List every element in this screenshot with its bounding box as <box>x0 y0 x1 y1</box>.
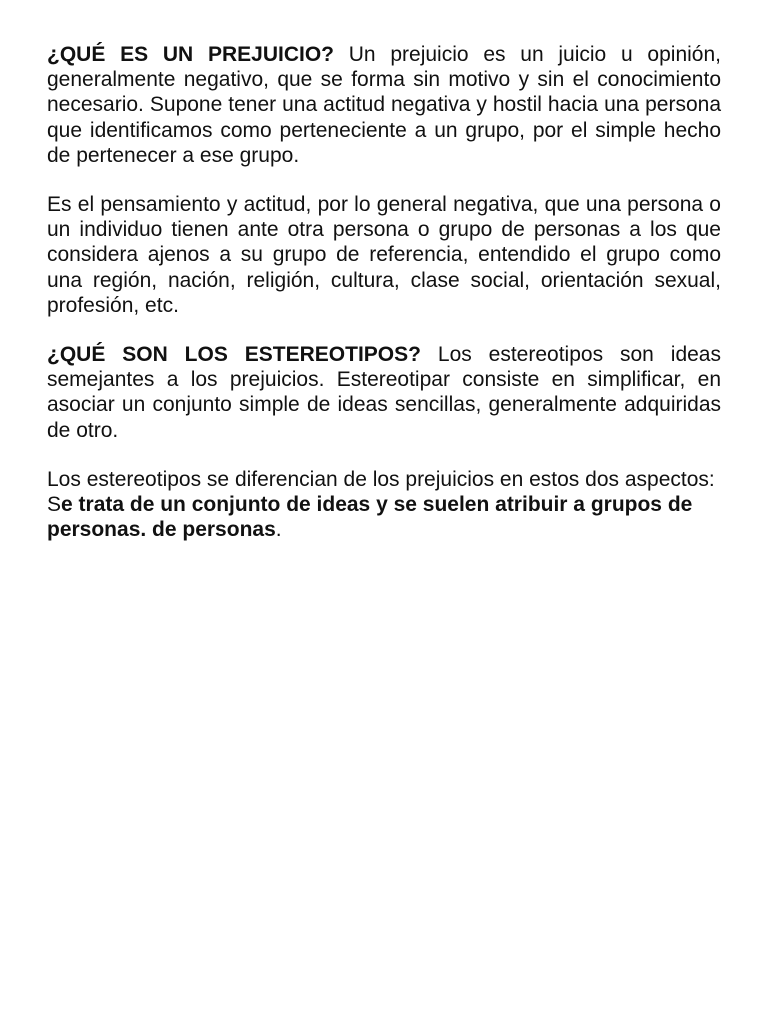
document-page <box>47 42 721 566</box>
prejuicio-explanation-paragraph <box>47 192 721 318</box>
prejuicio-definition-text: Un prejuicio es un juicio u opinión, generalmente negativo, que se forma sin motivo y sin el conocimiento necesario. Supone tener una actitud negativa y hostil hacia una persona que identificamos como perteneciente a un grupo, por el simple hecho de pertenecer a ese grupo. <box>47 43 721 167</box>
estereotipos-difference-paragraph <box>47 467 721 543</box>
prejuicio-explanation-text: Es el pensamiento y actitud, por lo general negativa, que una persona o un individuo tienen ante otra persona o grupo de personas a los que considera ajenos a su grupo de referencia, entendido el grupo como una región, nación, religión, cultura, clase social, orientación sexual, profesión, etc. <box>47 193 721 317</box>
estereotipos-definition-text: Los estereotipos son ideas semejantes a los prejuicios. Estereotipar consiste en simplificar, en asociar un conjunto simple de ideas sencillas, generalmente adquiridas de otro. <box>47 343 721 442</box>
prejuicio-definition-paragraph <box>47 42 721 168</box>
estereotipos-difference-end: . <box>275 518 282 542</box>
estereotipos-difference-emphasis: e trata de un conjunto de ideas y se suelen atribuir a grupos de personas. de personas <box>47 493 693 542</box>
estereotipos-heading: ¿QUÉ SON LOS ESTEREOTIPOS? <box>47 343 421 367</box>
prejuicio-heading: ¿QUÉ ES UN PREJUICIO? <box>47 43 334 66</box>
estereotipos-definition-paragraph <box>47 342 721 443</box>
estereotipos-difference-text: Los estereotipos se diferencian de los prejuicios en estos dos aspectos: S <box>47 467 715 517</box>
